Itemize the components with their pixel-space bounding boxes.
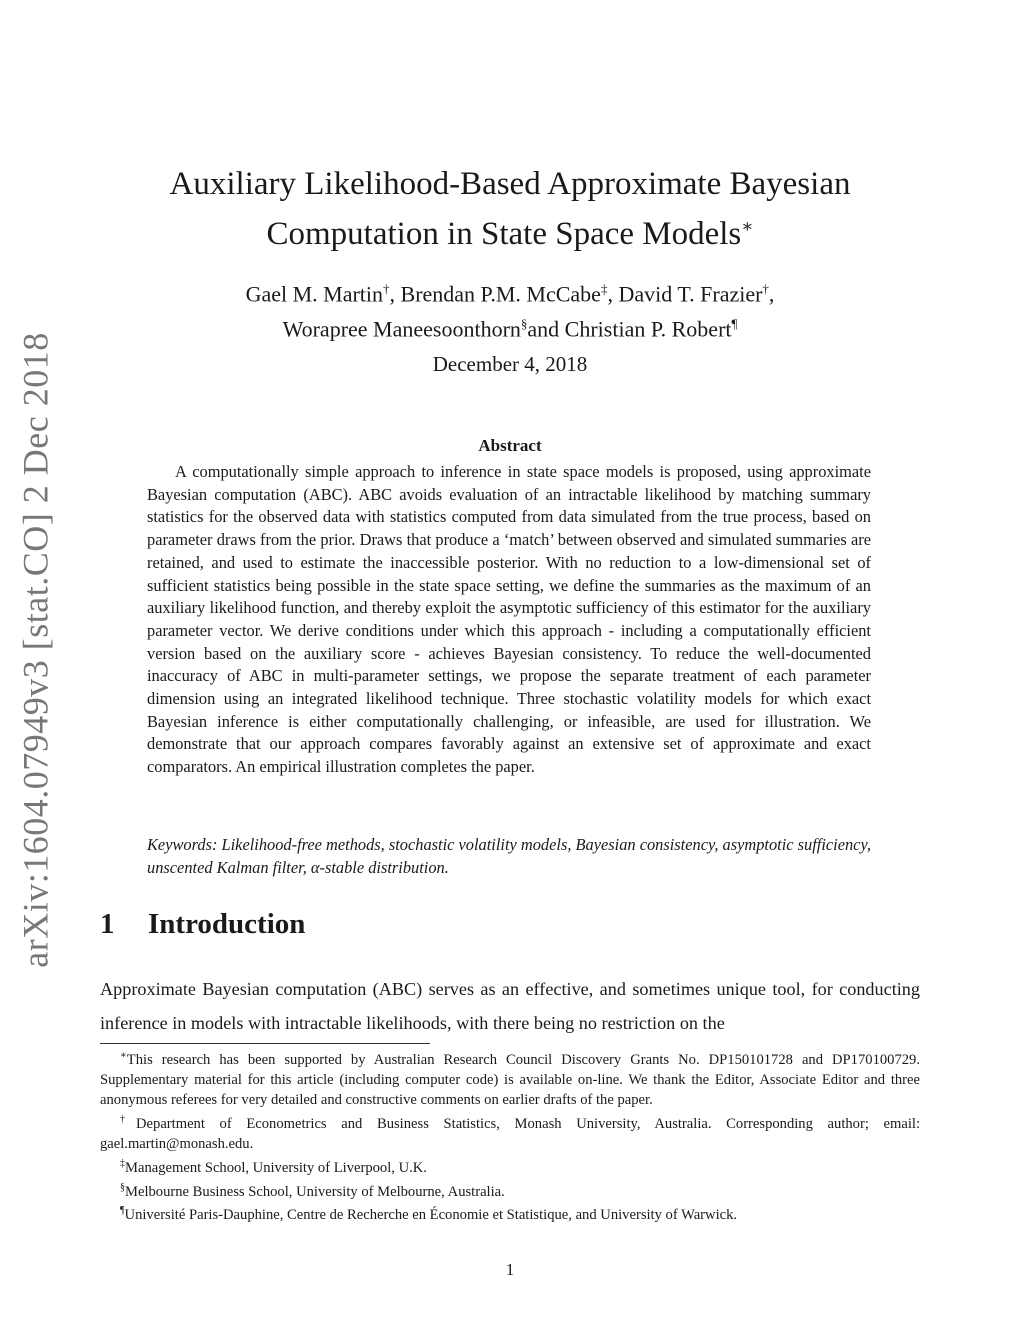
author-affiliation-mark: §	[520, 316, 528, 332]
footnote-text: Université Paris-Dauphine, Centre de Recherche en Économie et Statistique, and University of Warwick.	[124, 1207, 738, 1224]
author-affiliation-mark: ‡	[600, 281, 608, 296]
author-name: Brendan P.M. McCabe	[400, 281, 601, 307]
footnote-mark: §	[120, 1181, 125, 1193]
author-affiliation-mark: †	[383, 281, 390, 296]
footnote	[100, 1154, 920, 1178]
title-footnote-mark: ∗	[741, 216, 754, 236]
introduction-paragraph: Approximate Bayesian computation (ABC) serves as an effective, and sometimes unique tool, for conducting inference in models with intractable likelihoods, with there being no restriction on the	[100, 979, 920, 1033]
author-name: Gael M. Martin	[245, 281, 384, 307]
footnote-text: Melbourne Business School, University of Melbourne, Australia.	[125, 1183, 505, 1200]
abstract-text: A computationally simple approach to inference in state space models is proposed, using approximate Bayesian computation (ABC). ABC avoids evaluation of an intractable likelihood by matching summary statistics for the observed data with statistics computed from data simulated from the true process, based on parameter draws from the prior. Draws that produce a ‘match’ between observed and simulated summaries are retained, and used to estimate the inaccessible posterior. With no reduction to a low-dimensional set of sufficient statistics being possible in the state space setting, we define the summaries as the maximum of an auxiliary likelihood function, and thereby exploit the asymptotic sufficiency of this estimator for the auxiliary parameter vector. We derive conditions under which this approach - including a computationally efficient version based on the auxiliary score - achieves Bayesian consistency. To reduce the well-documented inaccuracy of ABC in multi-parameter settings, we propose the separate treatment of each parameter dimension using an integrated likelihood technique. Three stochastic volatility models for which exact Bayesian inference is either computationally challenging, or infeasible, are used for illustration. We demonstrate that our approach compares favorably against an extensive set of approximate and exact comparators. An empirical illustration completes the paper.	[147, 462, 871, 777]
paper-title	[100, 163, 920, 255]
title-line-2: Computation in State Space Models	[266, 216, 742, 252]
footnote-text: Department of Econometrics and Business Statistics, Monash University, Australia. Corresponding author; email: gael.martin@monash.edu.	[100, 1115, 921, 1152]
author-list	[100, 274, 920, 345]
section-number: 1	[100, 908, 115, 940]
author-affiliation-mark: †	[762, 281, 769, 296]
title-line-1: Auxiliary Likelihood-Based Approximate Bayesian	[169, 166, 851, 202]
page-number: 1	[505, 1260, 515, 1279]
author-separator: and	[527, 316, 565, 342]
footnote-mark: ‡	[120, 1157, 125, 1169]
section-title: Introduction	[148, 908, 306, 940]
author-separator: ,	[389, 281, 401, 307]
author-name: David T. Frazier	[618, 281, 763, 307]
author-separator: ,	[768, 281, 775, 307]
arxiv-identifier-stamp	[10, 332, 62, 968]
footnote-text: This research has been supported by Australian Research Council Discovery Grants No. DP150101728 and DP170100729. Supplementary material for this article (including computer code) is available on-line. We thank the Editor, Associate Editor and three anonymous referees for very detailed and constructive comments on earlier drafts of the paper.	[100, 1051, 920, 1108]
author-name: Worapree Maneesoonthorn	[282, 316, 521, 342]
footnote-mark: †	[120, 1113, 137, 1125]
footnote	[100, 1178, 920, 1202]
author-separator: ,	[607, 281, 619, 307]
footnote-mark: ∗	[120, 1050, 127, 1061]
footnote	[100, 1110, 920, 1154]
abstract-heading: Abstract	[478, 436, 542, 455]
arxiv-identifier-text: arXiv:1604.07949v3 [stat.CO] 2 Dec 2018	[16, 332, 56, 968]
section-heading	[100, 908, 305, 941]
footnote	[100, 1046, 920, 1110]
footnote	[100, 1201, 920, 1225]
author-name: Christian P. Robert	[564, 316, 732, 342]
keywords: Keywords: Likelihood-free methods, stochastic volatility models, Bayesian consistency, asymptotic sufficiency, unscented Kalman filter, α-stable distribution.	[147, 835, 871, 877]
footnote-mark: ¶	[120, 1205, 125, 1217]
footnote-divider	[100, 1043, 430, 1044]
author-affiliation-mark: ¶	[731, 316, 738, 332]
footnotes	[100, 1046, 920, 1225]
publication-date: December 4, 2018	[432, 352, 588, 376]
footnote-text: Management School, University of Liverpool, U.K.	[125, 1159, 427, 1176]
